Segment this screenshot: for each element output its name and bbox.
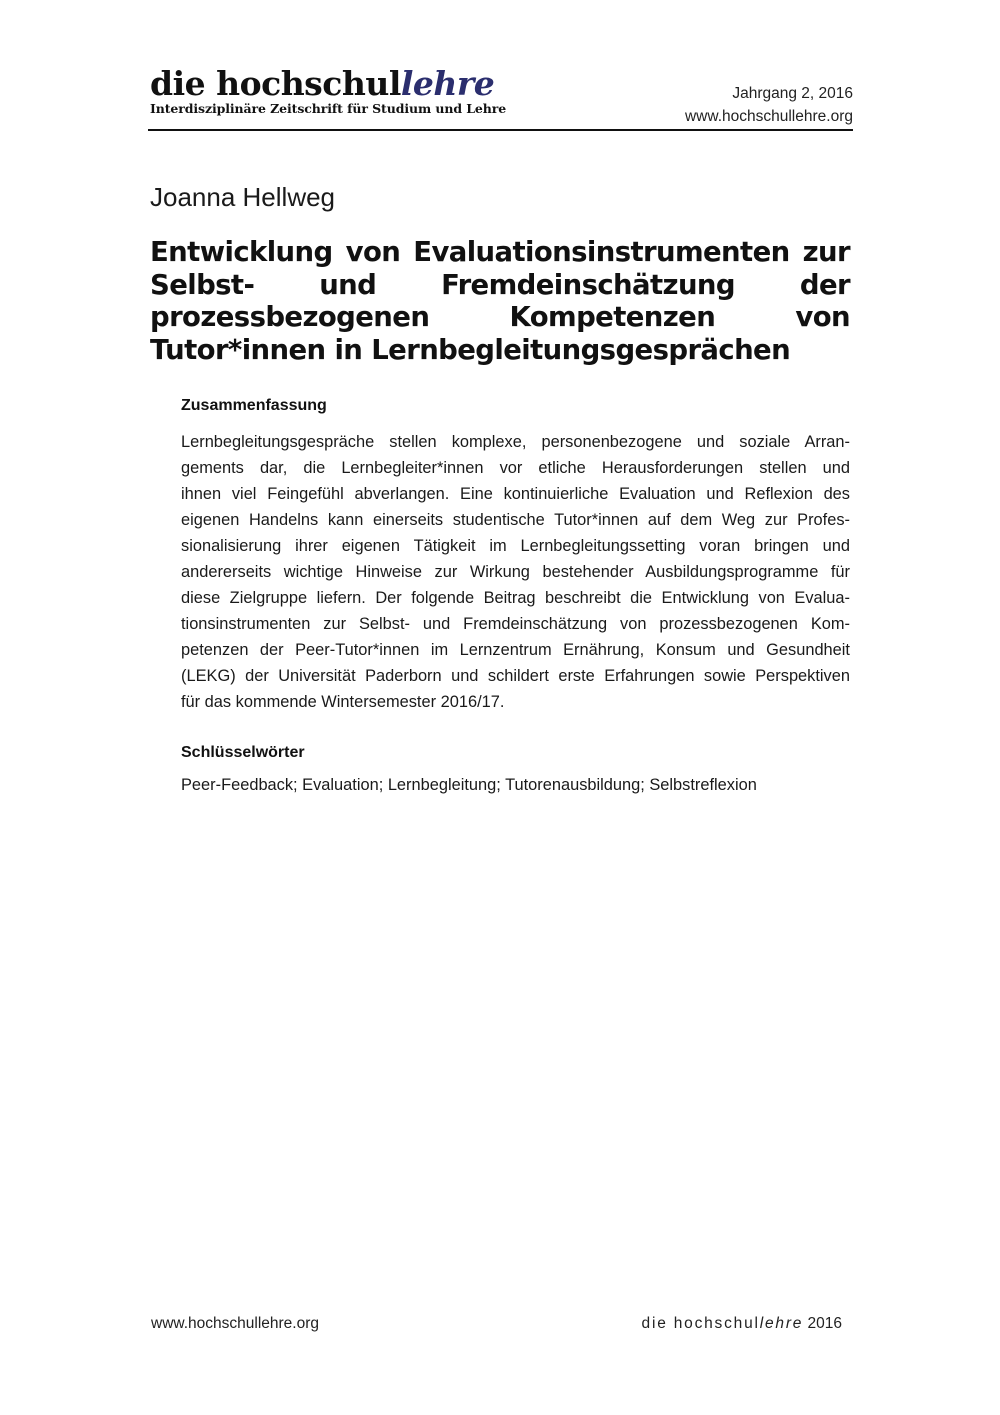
footer-website-link[interactable]: www.hochschullehre.org bbox=[151, 1315, 320, 1332]
abstract-line: ihnen viel Feingefühl abverlangen. Eine kontinuierliche Evaluation und Reflexion des bbox=[181, 485, 850, 503]
journal-subtitle: Interdisziplinäre Zeitschrift für Studium und Lehre bbox=[150, 101, 507, 116]
header-info bbox=[685, 82, 853, 128]
abstract-line: petenzen der Peer-Tutor*innen im Lernzentrum Ernährung, Konsum und Gesundheit bbox=[181, 641, 850, 659]
abstract-heading: Zusammenfassung bbox=[181, 397, 327, 414]
keywords-heading: Schlüsselwörter bbox=[181, 744, 305, 761]
article-title bbox=[150, 236, 850, 366]
footer-year: 2016 bbox=[803, 1315, 842, 1332]
keywords-list: Peer-Feedback; Evaluation; Lernbegleitung; Tutorenausbildung; Selbstreflexion bbox=[181, 776, 757, 794]
abstract-line: tionsinstrumenten zur Selbst- und Fremdeinschätzung von prozessbezogenen Kom- bbox=[181, 615, 850, 633]
title-line: prozessbezogenen Kompetenzen von bbox=[150, 301, 850, 333]
abstract-line: Lernbegleitungsgespräche stellen komplexe, personenbezogene und soziale Arran- bbox=[181, 433, 850, 451]
abstract-body bbox=[181, 429, 850, 715]
abstract-line: sionalisierung ihrer eigenen Tätigkeit im Lernbegleitungssetting voran bringen und bbox=[181, 537, 850, 555]
header-website-link[interactable]: www.hochschullehre.org bbox=[684, 108, 853, 125]
title-line: Tutor*innen in Lernbegleitungsgesprächen bbox=[150, 333, 791, 366]
header-divider bbox=[148, 129, 853, 131]
abstract-line: gements dar, die Lernbegleiter*innen vor etliche Herausforderungen stellen und bbox=[181, 459, 850, 477]
journal-masthead bbox=[150, 66, 506, 116]
abstract-section bbox=[181, 397, 850, 715]
keywords-section bbox=[181, 744, 850, 795]
article-author: Joanna Hellweg bbox=[150, 182, 336, 212]
journal-logo-main: die hochschul bbox=[150, 64, 401, 103]
abstract-line: für das kommende Wintersemester 2016/17. bbox=[181, 693, 505, 711]
volume-label: Jahrgang 2, 2016 bbox=[732, 85, 853, 102]
abstract-line: eigenen Handelns kann einerseits studentische Tutor*innen auf dem Weg zur Profes- bbox=[181, 511, 850, 529]
footer-journal-accent: lehre bbox=[759, 1315, 804, 1332]
footer-journal-name bbox=[642, 1315, 842, 1333]
title-line: Entwicklung von Evaluationsinstrumenten zur bbox=[150, 236, 850, 268]
journal-logo bbox=[150, 66, 506, 102]
title-line: Selbst- und Fremdeinschätzung der bbox=[150, 268, 850, 301]
journal-logo-accent: lehre bbox=[400, 64, 495, 103]
abstract-line: andererseits wichtige Hinweise zur Wirkung bestehender Ausbildungsprogramme für bbox=[181, 563, 850, 581]
footer-journal-main: die hochschul bbox=[641, 1315, 760, 1332]
abstract-line: diese Zielgruppe liefern. Der folgende Beitrag beschreibt die Entwicklung von Evalua- bbox=[181, 589, 850, 607]
abstract-line: (LEKG) der Universität Paderborn und schildert erste Erfahrungen sowie Perspektiven bbox=[181, 667, 850, 685]
